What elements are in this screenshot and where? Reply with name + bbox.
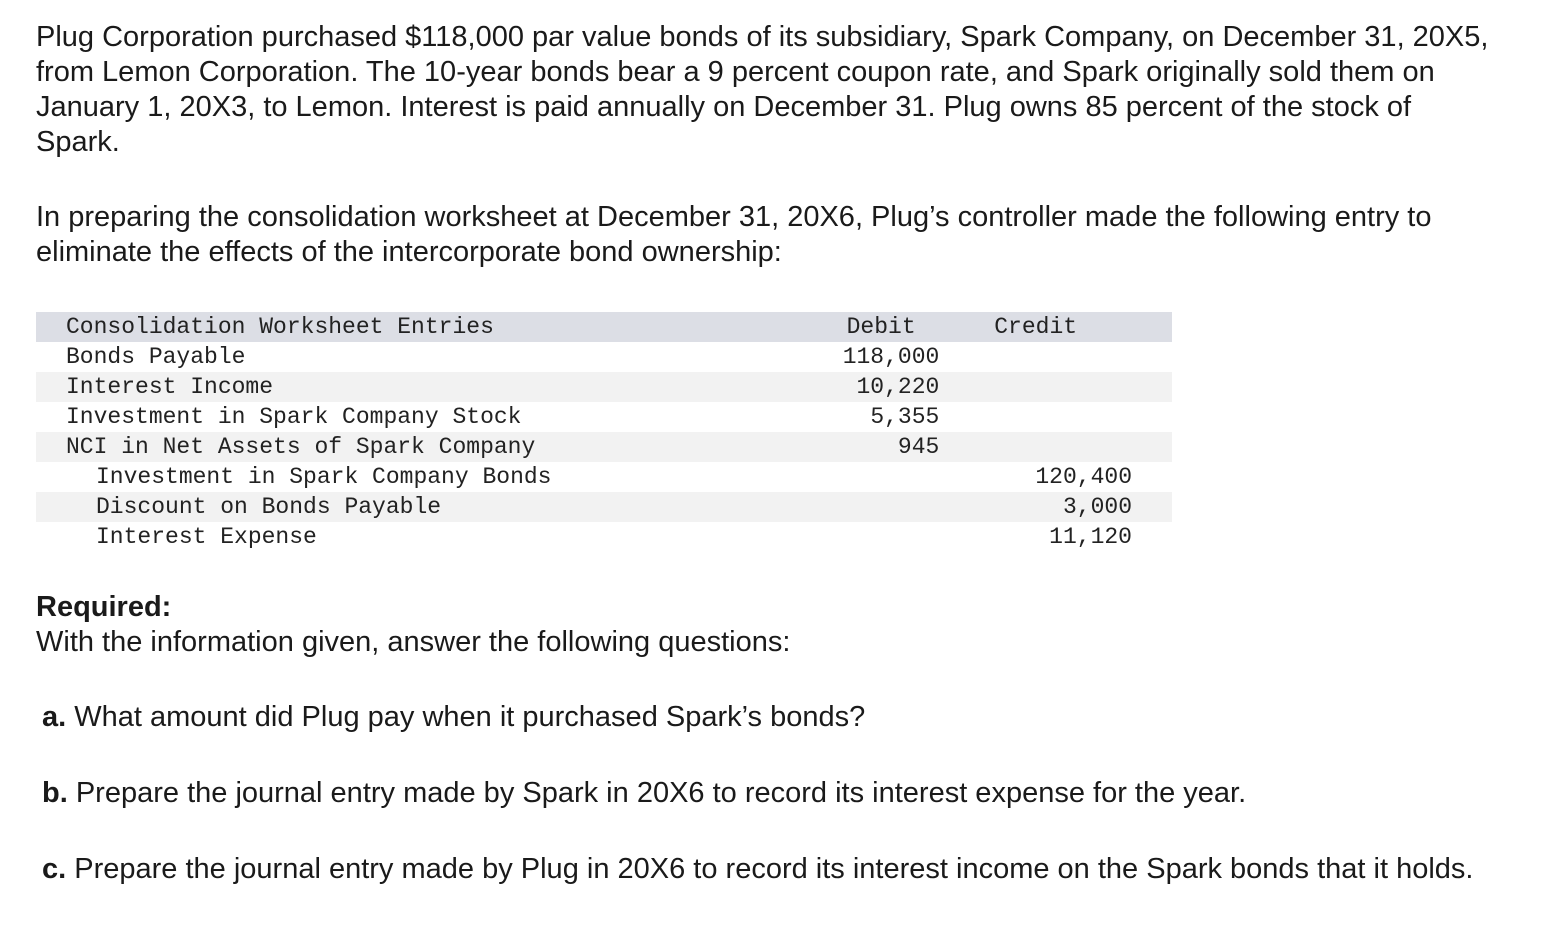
row-credit: 120,400	[1035, 464, 1132, 490]
required-instructions: With the information given, answer the following questions:	[36, 626, 791, 658]
table-row	[36, 372, 1172, 402]
intro-paragraph: Plug Corporation purchased $118,000 par value bonds of its subsidiary, Spark Company, on December 31, 20X5, from Lemon Corporation. The 10-year bonds bear a 9 percent coupon rate, and Spark originally sold them on January 1, 20X3, to Lemon. Interest is paid annually on December 31. Plug owns 85 percent of the stock of Spark.	[36, 21, 1489, 158]
row-credit	[939, 402, 1172, 432]
row-debit	[805, 462, 939, 492]
question-c-letter: c.	[42, 853, 67, 885]
table-row	[36, 402, 1172, 432]
row-account: NCI in Net Assets of Spark Company	[66, 434, 536, 460]
row-account: Investment in Spark Company Bonds	[96, 464, 552, 490]
row-debit	[805, 492, 939, 522]
table-row	[36, 432, 1172, 462]
row-credit	[939, 432, 1172, 462]
table-row	[36, 522, 1172, 552]
row-credit: 11,120	[1049, 524, 1132, 550]
row-debit: 10,220	[856, 374, 940, 400]
row-debit: 945	[897, 434, 940, 460]
row-account: Bonds Payable	[66, 344, 246, 370]
required-heading: Required:	[36, 591, 172, 623]
row-credit: 3,000	[1062, 494, 1132, 520]
table-row	[36, 492, 1172, 522]
row-debit	[805, 522, 939, 552]
row-account: Interest Income	[66, 374, 274, 400]
table-row	[36, 462, 1172, 492]
header-debit: Debit	[846, 314, 916, 340]
row-credit	[939, 342, 1172, 372]
question-a	[42, 700, 1516, 735]
question-b	[42, 776, 1516, 811]
table-header-row	[36, 312, 1172, 342]
row-credit	[939, 372, 1172, 402]
row-debit: 118,000	[842, 344, 940, 370]
header-credit: Credit	[994, 314, 1078, 340]
question-c	[42, 852, 1516, 887]
row-account: Interest Expense	[96, 524, 317, 550]
header-account: Consolidation Worksheet Entries	[66, 314, 494, 340]
table-row	[36, 342, 1172, 372]
row-debit: 5,355	[870, 404, 940, 430]
question-b-text: Prepare the journal entry made by Spark in 20X6 to record its interest expense for the year.	[75, 777, 1247, 809]
question-c-text: Prepare the journal entry made by Plug in 20X6 to record its interest income on the Spark bonds that it holds.	[74, 853, 1474, 885]
consolidation-entries-table	[36, 312, 1172, 552]
preparation-paragraph: In preparing the consolidation worksheet at December 31, 20X6, Plug’s controller made the following entry to eliminate the effects of the intercorporate bond ownership:	[36, 201, 1432, 268]
question-a-text: What amount did Plug pay when it purchased Spark’s bonds?	[74, 701, 866, 733]
question-a-letter: a.	[42, 701, 67, 733]
question-b-letter: b.	[42, 777, 68, 809]
row-account: Investment in Spark Company Stock	[66, 404, 522, 430]
row-account: Discount on Bonds Payable	[96, 494, 442, 520]
